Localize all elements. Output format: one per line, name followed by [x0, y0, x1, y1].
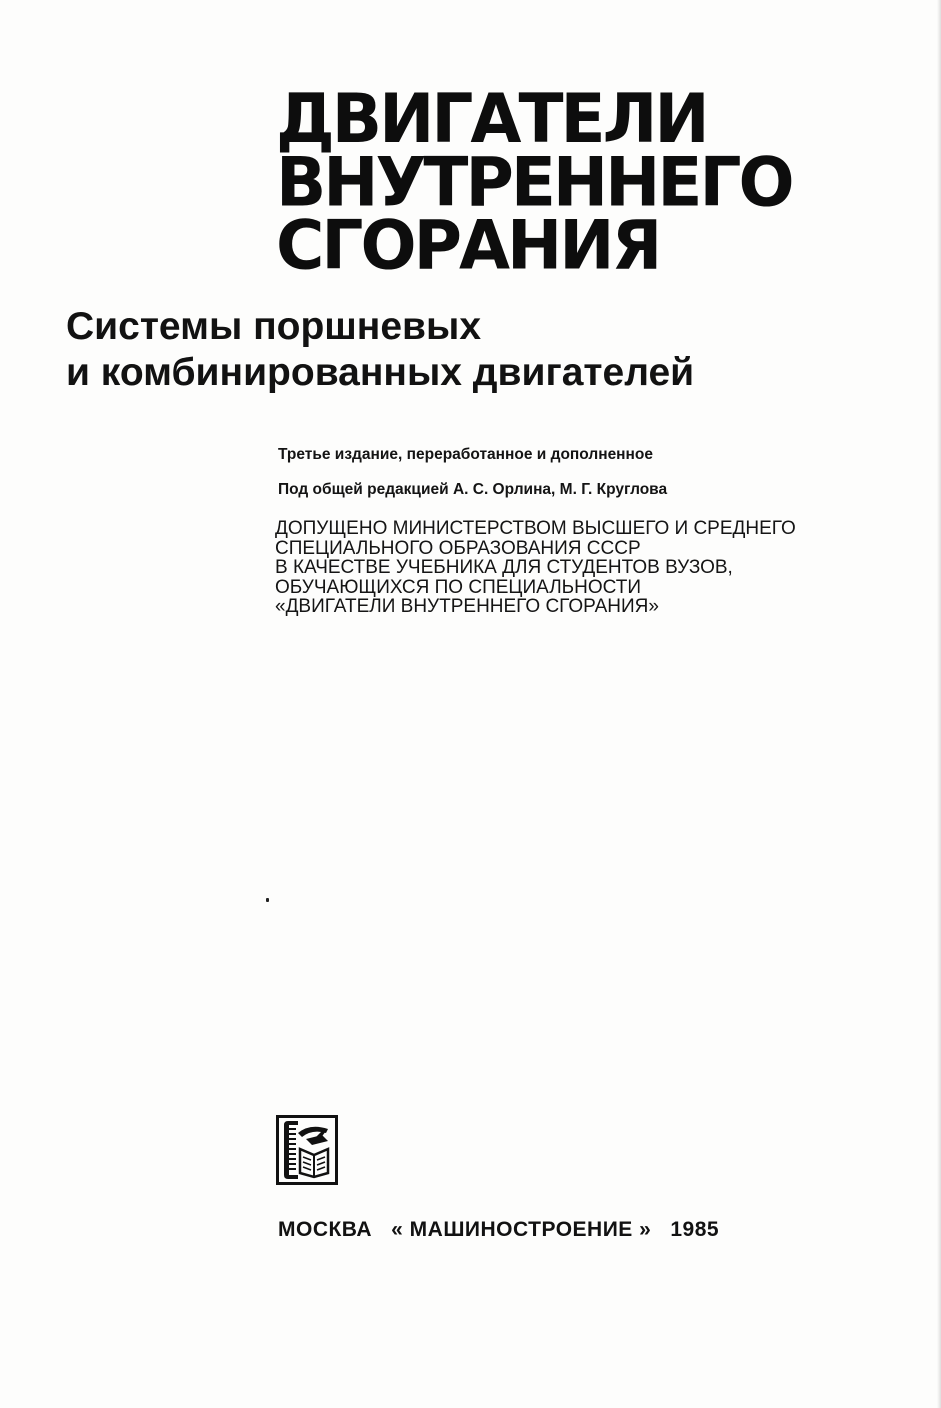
- imprint-line: [278, 1218, 719, 1242]
- book-subtitle-line: и комбинированных двигателей: [66, 351, 695, 394]
- imprint-year: 1985: [670, 1218, 720, 1241]
- approval-line: В КАЧЕСТВЕ УЧЕБНИКА ДЛЯ СТУДЕНТОВ ВУЗОВ,: [275, 557, 733, 578]
- editors-note: Под общей редакцией А. С. Орлина, М. Г. Круглова: [278, 481, 668, 498]
- book-title-line: ДВИГАТЕЛИ: [276, 79, 707, 159]
- book-title-line: ВНУТРЕННЕГО: [276, 143, 792, 222]
- imprint-city: МОСКВА: [278, 1218, 373, 1241]
- book-title-line: СГОРАНИЯ: [276, 206, 660, 285]
- print-speck: [266, 898, 269, 902]
- book-title: [276, 79, 792, 285]
- book-subtitle: [66, 304, 694, 396]
- book-subtitle-line: Системы поршневых: [66, 305, 482, 348]
- approval-line: СПЕЦИАЛЬНОГО ОБРАЗОВАНИЯ СССР: [275, 537, 641, 559]
- ministry-approval: [275, 519, 796, 617]
- approval-line: ОБУЧАЮЩИХСЯ ПО СПЕЦИАЛЬНОСТИ: [275, 576, 642, 598]
- approval-line: «ДВИГАТЕЛИ ВНУТРЕННЕГО СГОРАНИЯ»: [275, 596, 659, 617]
- approval-line: ДОПУЩЕНО МИНИСТЕРСТВОМ ВЫСШЕГО И СРЕДНЕГО: [275, 518, 796, 539]
- imprint-publisher: « МАШИНОСТРОЕНИЕ »: [391, 1218, 652, 1241]
- publisher-emblem-icon: [276, 1115, 338, 1185]
- edition-note: Третье издание, переработанное и дополненное: [278, 446, 653, 463]
- page-edge-shadow: [937, 0, 941, 1408]
